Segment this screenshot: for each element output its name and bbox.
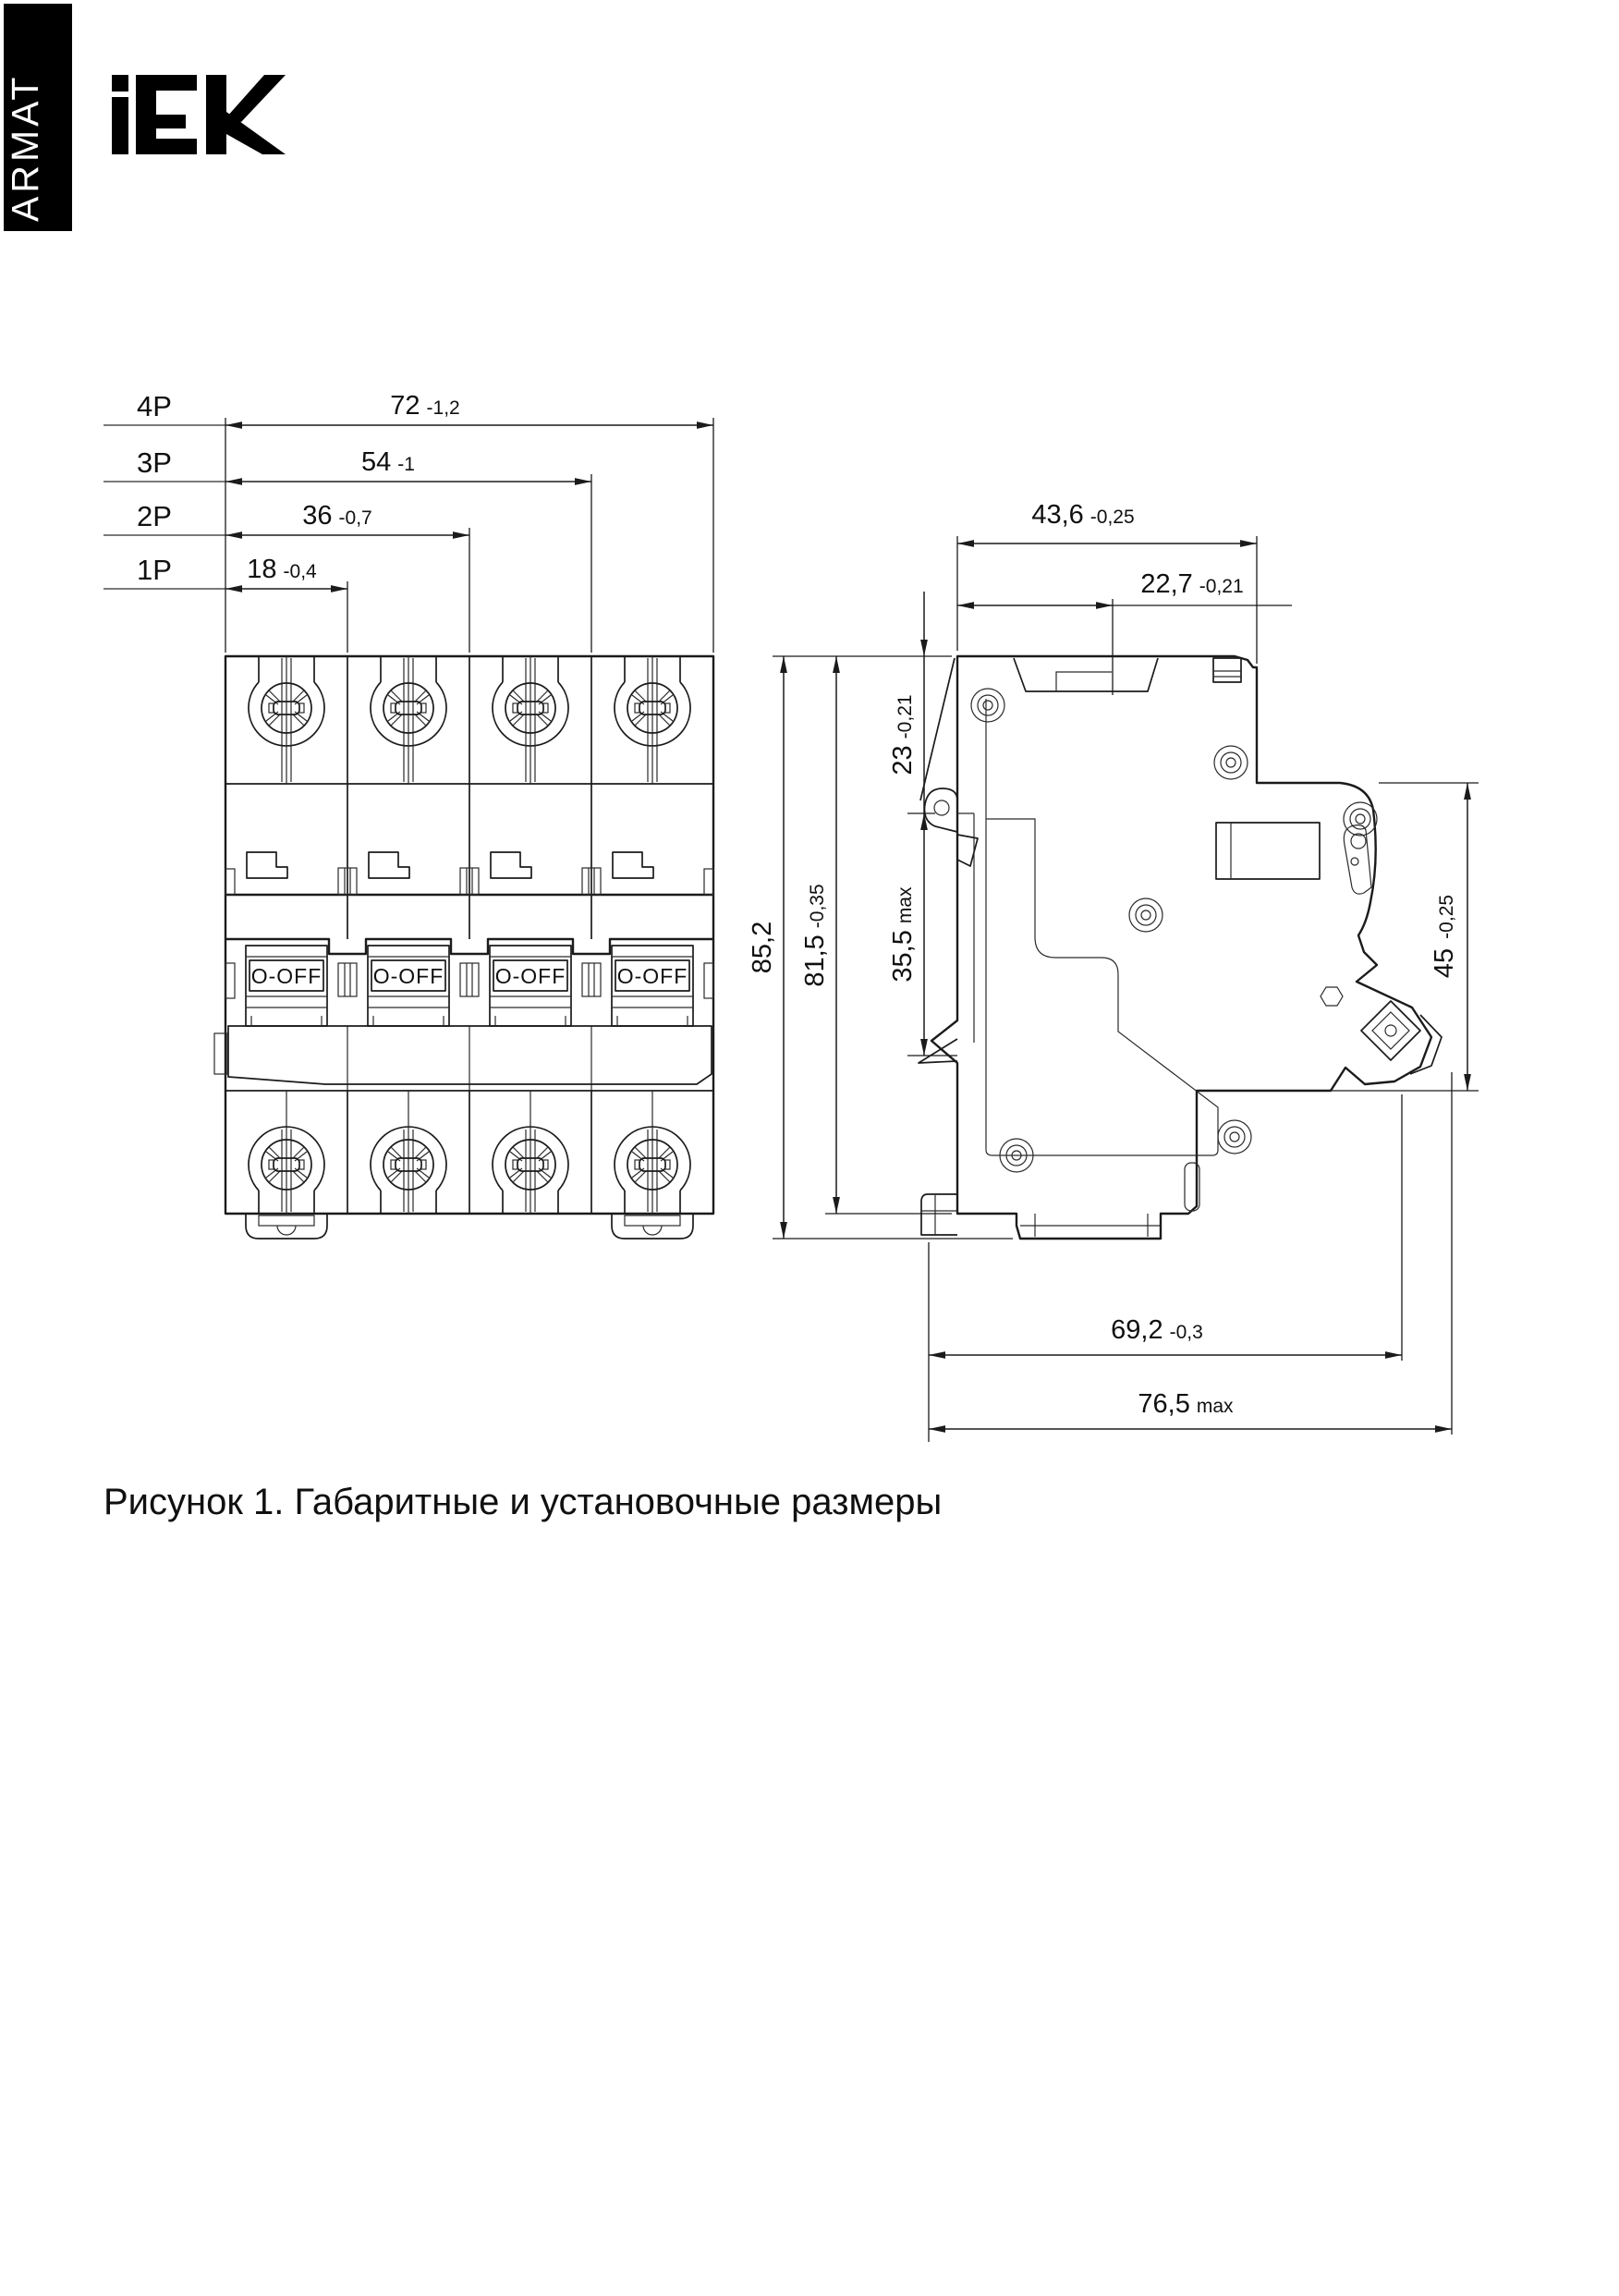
dim-45: 45-0,25	[1430, 894, 1459, 979]
dim-43-6: 43,6 -0,25	[1031, 500, 1135, 530]
pole-label-3p: 3P	[137, 446, 172, 479]
dim-18: 18 -0,4	[247, 555, 317, 584]
handle-label: O-OFF	[494, 964, 566, 988]
handle-label: O-OFF	[372, 964, 444, 988]
dim-81-5: 81,5-0,35	[800, 884, 830, 987]
dim-22-7: 22,7 -0,21	[1140, 569, 1244, 599]
armat-label: ARMAT	[4, 73, 46, 222]
dim-54: 54 -1	[361, 447, 415, 477]
dim-76-5: 76,5 max	[1138, 1389, 1234, 1419]
figure-caption: Рисунок 1. Габаритные и установочные размеры	[103, 1482, 943, 1522]
pole-label-4p: 4P	[137, 390, 172, 422]
handle-label: O-OFF	[616, 964, 688, 988]
dim-35-5: 35,5max	[888, 886, 918, 983]
pole-label-1p: 1P	[137, 554, 172, 586]
handle-label: O-OFF	[250, 964, 323, 988]
dim-72: 72 -1,2	[390, 391, 460, 421]
dim-85-2: 85,2	[748, 921, 777, 974]
dim-36: 36 -0,7	[302, 501, 372, 531]
dim-23: 23-0,21	[888, 694, 918, 776]
pole-label-2p: 2P	[137, 500, 172, 532]
dim-69-2: 69,2 -0,3	[1111, 1315, 1203, 1345]
